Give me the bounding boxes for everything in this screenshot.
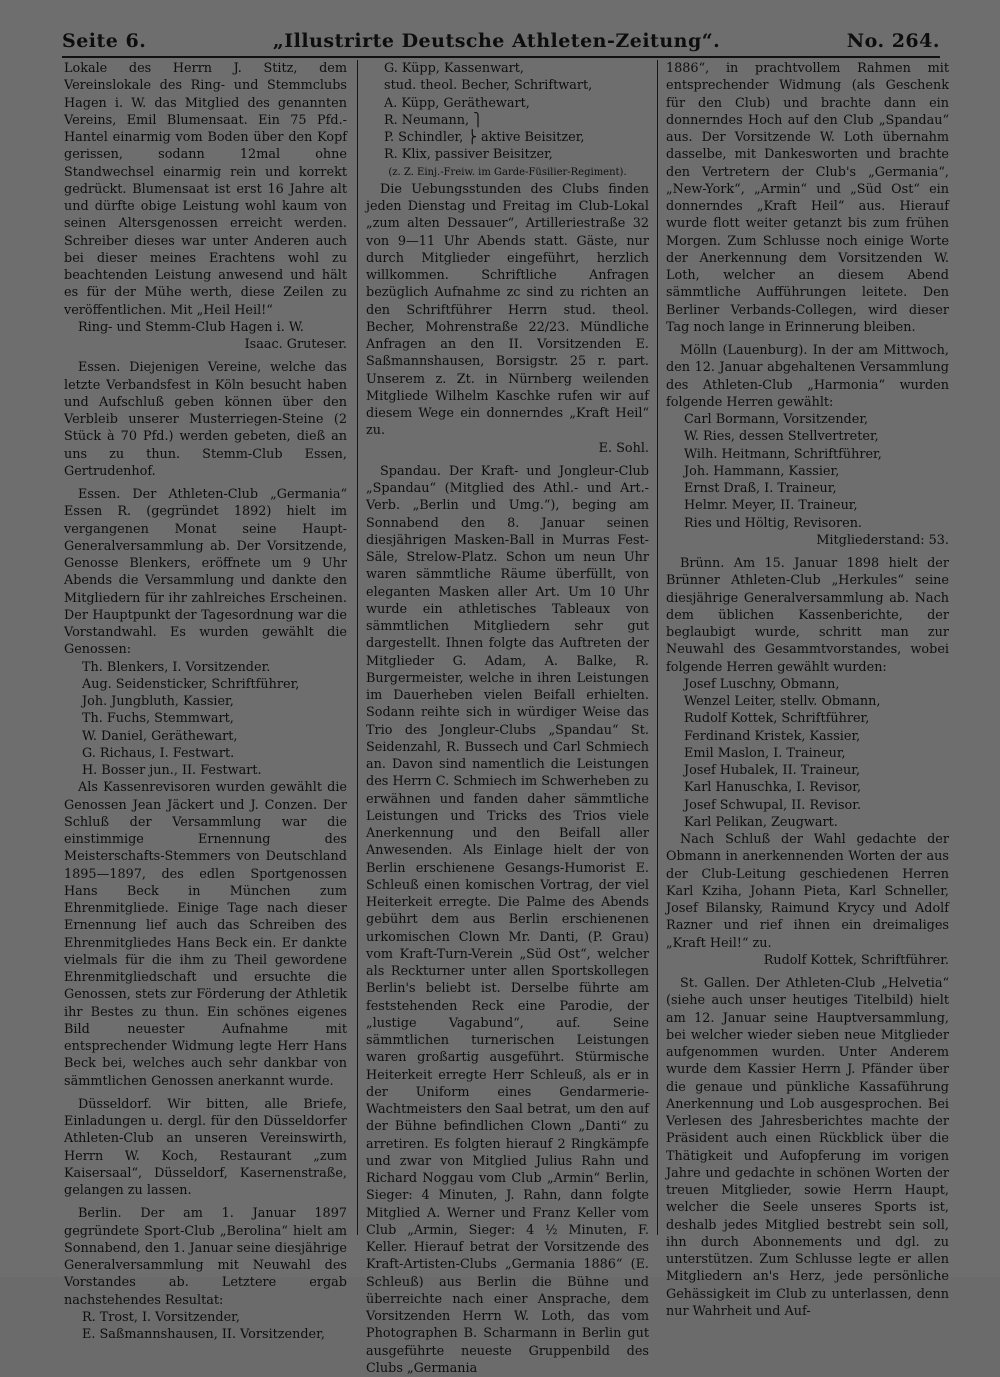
article-essen-germania: Essen. Der Athleten-Club „Germania“ Essen R. (gegründet 1892) hielt im vergangenen Monat seine Haupt-Generalversammlung ab. Der Vorsitzende, Genosse Blenkers, eröffnete um 9 Uhr Abends die Versammlung und dankte den Mitgliedern für ihr zahlreiches Erscheinen. Der Hauptpunkt der Tagesordnung war die Vorstandwahl. Es wurden gewählt die Genossen: <box>64 487 347 658</box>
list-item: A. Küpp, Geräthewart, <box>384 95 530 111</box>
list-item: R. Trost, I. Vorsitzender, <box>82 1309 240 1325</box>
paragraph: Lokale des Herrn J. Stitz, dem Vereinslokale des Ring- und Stemmclubs Hagen i. W. das Mitglied des genannten Vereins, Emil Blumensaat. Ein 75 Pfd.-Hantel einarmig vom Boden über den Kopf gerissen, sodann 12mal ohne Standwechsel einarmig rein und korrekt gedrückt. Blumensaat ist erst 16 Jahre alt und dürfte obige Leistung wohl kaum von seinen Altersgenossen erreicht werden. Schreiber dieses war unter Anderen auch bei dieser meines Erachtens wohl zu beachtenden Leistung anwesend und hält es für der Mühe werth, diese Zeilen zu veröffentlichen. Mit „Heil Heil!“ <box>64 61 347 318</box>
member-count: Mitgliederstand: 53. <box>816 532 949 548</box>
list-item: P. Schindler, ⎬ aktive Beisitzer, <box>384 130 585 145</box>
signature-club: Ring- und Stemm-Club Hagen i. W. <box>78 319 304 335</box>
list-item: Rudolf Kottek, Schriftführer, <box>684 711 870 727</box>
list-item: E. Saßmannshausen, II. Vorsitzender, <box>82 1327 325 1342</box>
list-item: W. Daniel, Geräthewart, <box>82 728 238 744</box>
list-item: Th. Fuchs, Stemmwart, <box>82 711 234 727</box>
column-3 <box>666 60 949 1319</box>
article-spandau: Spandau. Der Kraft- und Jongleur-Club „Spandau“ (Mitglied des Athl.- und Art.-Verb. „Berlin und Umg.“), beging am Sonnabend den 8. Januar seinen diesjährigen Masken-Ball in Murras Fest-Säle, Strelow-Platz. Schon um neun Uhr waren sämmtliche Räume überfüllt, von eleganten Masken aller Art. Um 10 Uhr wurde ein athletisches Tableaux von sämmtlichen Mitgliedern sehr gut dargestellt. Ihnen folgte das Auftreten der Mitglieder G. Adam, A. Balke, R. Burgermeister, welche in ihren Leistungen im Dauerheben vielen Beifall erhielten. Sodann reihte sich in würdiger Weise das Trio des Jongleur-Clubs „Spandau“ St. Seidenzahl, R. Bussech und Carl Schmiech an. Davon sind namentlich die Leistungen des Herrn C. Schmiech im Schwerheben zu erwähnen und fanden daher sämmtliche Leistungen und Tricks des Trios viele Anerkennung und den Beifall aller Anwesenden. Als Einlage hielt der von Berlin erschienene Gesangs-Humorist E. Schleuß einen komischen Vortrag, der viel Heiterkeit erregte. Die Palme des Abends gebührt dem aus Berlin erschienenen urkomischen Clown Mr. Danti, (P. Grau) vom Kraft-Turn-Verein „Süd Ost“, welcher als Reckturner unter allen Sportskollegen Berlin's beliebt ist. Derselbe führte am feststehenden Reck eine Parodie, der „lustige Vagabund“, auf. Seine sämmtlichen turnerischen Leistungen waren großartig ausgeführt. Stürmische Heiterkeit erregte Herr Schleuß, als er in der Uniform eines Gendarmerie-Wachtmeisters den Saal betrat, um den auf der Bühne befindlichen Clown „Danti“ zu arretiren. Es folgten hierauf 2 Ringkämpfe und zwar von Mitglied Julius Rahn und Richard Noggau vom Club „Armin“ Berlin, Sieger: 4 Minuten, J. Rahn, dann folgte Mitglied A. Werner und Franz Keller vom Club „Armin, Sieger: 4 ½ Minuten, F. Keller. Hierauf betrat der Vorsitzende des Kraft-Artisten-Clubs „Germania 1886“ (E. Schleuß) aus Berlin die Bühne und überreichte nach einer Ansprache, dem Vorsitzenden Herrn W. Loth, das vom Photographen B. Scharmann in Berlin gut ausgeführte neueste Gruppenbild des Clubs „Germania <box>366 463 649 1376</box>
issue-number: No. 264. <box>846 30 940 52</box>
paragraph: 1886“, in prachtvollem Rahmen mit entsprechender Widmung (als Geschenk für den Club) und brachte dann ein donnerndes Hoch auf den Club „Spandau“ aus. Der Vorsitzende W. Loth übernahm dasselbe, mit Dankesworten und brachte den Vertretern der Club's „Germania“, „New-York“, „Armin“ und „Süd Ost“ ein donnerndes „Kraft Heil“ aus. Hierauf wurde flott weiter getanzt bis zum frühen Morgen. Zum Schlusse noch einige Worte der Anerkennung dem Vorsitzenden W. Loth, welcher an diesem Abend sämmtliche Aufführungen leitete. Den Berliner Verbands-Collegen, wird dieser Tag noch lange in Erinnerung bleiben. <box>666 61 949 335</box>
list-item: Emil Maslon, I. Traineur, <box>684 745 846 761</box>
list-item: Joh. Hammann, Kassier, <box>684 463 840 479</box>
list-item: G. Richaus, I. Festwart. <box>82 745 235 761</box>
paragraph: Nach Schluß der Wahl gedachte der Obmann in anerkennenden Worten der aus der Club-Leitung geschiedenen Herren Karl Kziha, Johann Pieta, Karl Schneller, Josef Bilansky, Raimund Krycy und Adolf Razner und rief ihnen ein dreimaliges „Kraft Heil!“ zu. <box>666 832 949 951</box>
list-item: R. Klix, passiver Beisitzer, <box>384 147 553 163</box>
list-item: Joh. Jungbluth, Kassier, <box>82 694 234 709</box>
article-st-gallen: St. Gallen. Der Athleten-Club „Helvetia“ (siehe auch unser heutiges Titelbild) hielt am 12. Januar seine Hauptversammlung, bei welcher wieder sieben neue Mitglieder aufgenommen wurden. Unter Anderem wurde dem Kassier Herrn J. Pfänder über die genaue und pünkliche Kassaführung Anerkennung und Lob ausgesprochen. Bei Verlesen des Jahresberichtes machte der Präsident auch einen Rückblick über die Thätigkeit und Aufopferung im vorigen Jahre und gedachte in schönen Worten der treuen Mitglieder, sowie Herrn Haupt, welcher die Seele unseres Sports ist, deshalb jedes Mitglied bestrebt sein soll, ihn durch Abonnements und dgl. zu unterstützen. Zum Schlusse legte er allen Mitgliedern an's Herz, jede persönliche Gehässigkeit im Club zu unterlassen, denn nur Wahrheit und Auf- <box>666 976 949 1319</box>
paragraph: Als Kassenrevisoren wurden gewählt die Genossen Jean Jäckert und J. Conzen. Der Schluß der Versammlung war die einstimmige Ernennung des Meisterschafts-Stemmers von Deutschland 1895—1897, des edlen Sportgenossen Hans Beck in München zum Ehrenmitgliede. Einige Tage nach dieser Ernennung lief auch das Schreiben des Ehrenmitgliedes Hans Beck ein. Er dankte vielmals für die ihm zu Theil gewordene Ehrenmitgliedschaft und ersuchte die Genossen, stets zur Förderung der Athletik ihr Bestes zu thun. Ein schönes eigenes Bild neuester Aufnahme mit entsprechender Widmung legte Herr Hans Beck bei, welches auch sehr dankbar von sämmtlichen Genossen anerkannt wurde. <box>64 780 347 1089</box>
article-moelln: Mölln (Lauenburg). In der am Mittwoch, den 12. Januar abgehaltenen Versammlung des Athleten-Club „Harmonia“ wurden folgende Herren gewählt: <box>666 343 949 410</box>
article-essen-notice: Essen. Diejenigen Vereine, welche das letzte Verbandsfest in Köln besucht haben und Aufschluß geben können über den Verbleib unserer Musterriegen-Steine (2 Stück à 70 Pfd.) werden gebeten, dieß an uns zu thun. Stemm-Club Essen, Gertrudenhof. <box>64 360 347 479</box>
list-item: Ferdinand Kristek, Kassier, <box>684 728 861 744</box>
page-number: Seite 6. <box>62 30 147 52</box>
note: (z. Z. Einj.-Freiw. im Garde-Füsilier-Regiment). <box>388 166 627 178</box>
list-item: Wilh. Heitmann, Schriftführer, <box>684 446 882 462</box>
list-item: Josef Hubalek, II. Traineur, <box>684 763 861 778</box>
column-1 <box>64 60 347 1342</box>
signature-name: E. Sohl. <box>598 440 649 456</box>
column-2 <box>366 60 649 1376</box>
paragraph: Die Uebungsstunden des Clubs finden jeden Dienstag und Freitag im Club-Lokal „zum alten Dessauer“, Artilleriestraße 32 von 9—11 Uhr Abends statt. Gäste, nur durch Mitglieder eingeführt, herzlich willkommen. Schriftliche Anfragen bezüglich Aufnahme zc sind zu richten an den Schriftführer Herrn stud. theol. Becher, Mohrenstraße 22/23. Mündliche Anfragen an den II. Vorsitzenden E. Saßmannshausen, Borsigstr. 25 r. part. Unserem z. Zt. in Nürnberg weilenden Mitgliede Wilhelm Kaschke rufen wir auf diesem Wege ein donnerndes „Kraft Heil“ zu. <box>366 181 649 439</box>
list-item: Karl Pelikan, Zeugwart. <box>684 814 838 830</box>
list-item: G. Küpp, Kassenwart, <box>384 61 524 76</box>
list-item: Karl Hanuschka, I. Revisor, <box>684 780 862 796</box>
list-item: Ernst Draß, I. Traineur, <box>684 481 837 496</box>
newspaper-title: „Illustrirte Deutsche Athleten-Zeitung“. <box>272 30 721 52</box>
list-item: Helmr. Meyer, II. Traineur, <box>684 498 858 514</box>
list-item: stud. theol. Becher, Schriftwart, <box>384 78 593 94</box>
list-item: H. Bosser jun., II. Festwart. <box>82 763 262 778</box>
column-divider <box>357 60 358 1235</box>
signature-name: Rudolf Kottek, Schriftführer. <box>763 952 949 968</box>
list-item: Carl Bormann, Vorsitzender, <box>684 412 869 427</box>
article-duesseldorf: Düsseldorf. Wir bitten, alle Briefe, Einladungen u. dergl. für den Düsseldorfer Athleten-Club an unseren Vereinswirth, Herrn W. Koch, Restaurant „zum Kaisersaal“, Düsseldorf, Kasernenstraße, gelangen zu lassen. <box>64 1096 347 1198</box>
list-item: W. Ries, dessen Stellvertreter, <box>684 429 879 445</box>
list-item: Wenzel Leiter, stellv. Obmann, <box>684 694 881 709</box>
list-item: Ries und Höltig, Revisoren. <box>684 515 863 531</box>
list-item: Josef Luschny, Obmann, <box>684 676 840 692</box>
list-item: Aug. Seidensticker, Schriftführer, <box>82 676 300 692</box>
page-header <box>62 28 940 54</box>
list-item: Josef Schwupal, II. Revisor. <box>684 797 862 813</box>
article-bruenn: Brünn. Am 15. Januar 1898 hielt der Brünner Athleten-Club „Herkules“ seine diesjährige Generalversammlung ab. Nach dem üblichen Kassenberichte, der beglaubigt wurde, schritt man zur Neuwahl des Gesammtvorstandes, wobei folgende Herren gewählt wurden: <box>666 556 949 675</box>
article-berlin: Berlin. Der am 1. Januar 1897 gegründete Sport-Club „Berolina“ hielt am Sonnabend, den 1. Januar seine diesjährige Generalversammlung mit Neuwahl des Vorstandes ab. Letztere ergab nachstehendes Resultat: <box>64 1206 347 1308</box>
column-divider <box>657 60 658 1235</box>
list-item: R. Neumann, ⎫ <box>384 112 483 128</box>
header-rule <box>62 56 940 58</box>
signature-name: Isaac. Gruteser. <box>244 337 347 352</box>
list-item: Th. Blenkers, I. Vorsitzender. <box>82 659 271 675</box>
